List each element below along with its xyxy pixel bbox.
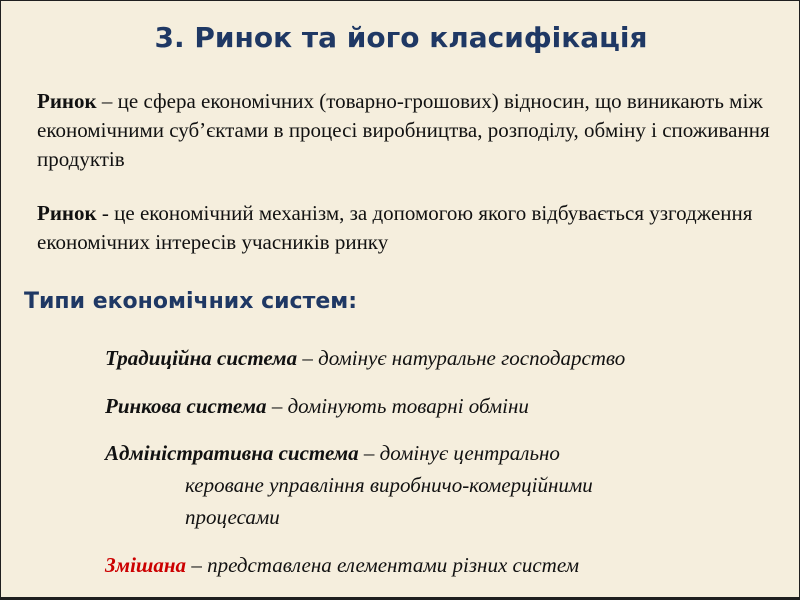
type-text: – домінує натуральне господарство [297,346,626,370]
type-mixed [105,549,785,581]
definition-market-mechanism [37,199,787,257]
type-administrative [105,437,785,533]
type-text-continuation: процесами [185,505,280,529]
type-term: Традиційна система [105,346,298,370]
definition-market-sphere [37,87,787,174]
definition-term: Ринок [37,201,97,225]
slide-title: 3. Ринок та його класифікація [154,21,648,54]
type-text: – представлена елементами різних систем [186,553,580,577]
type-term: Адміністративна система [105,441,359,465]
types-heading: Типи економічних систем: [24,289,358,314]
definition-text: – це сфера економічних (товарно-грошових) відносин, що виникають між економічними суб’єктами в процесі виробництва, розподілу, обміну і споживання продуктів [37,89,770,171]
type-text-continuation: кероване управління виробничо-комерційними [185,473,593,497]
type-text: – домінує центрально [358,441,560,465]
definition-text: - це економічний механізм, за допомогою якого відбувається узгодження економічних інтересів учасників ринку [37,201,753,254]
type-term: Ринкова система [105,394,267,418]
slide [1,1,799,597]
type-term: Змішана [105,553,187,577]
type-traditional [105,342,785,374]
definition-term: Ринок [37,89,97,113]
type-market [105,390,785,422]
type-text: – домінують товарні обміни [266,394,529,418]
